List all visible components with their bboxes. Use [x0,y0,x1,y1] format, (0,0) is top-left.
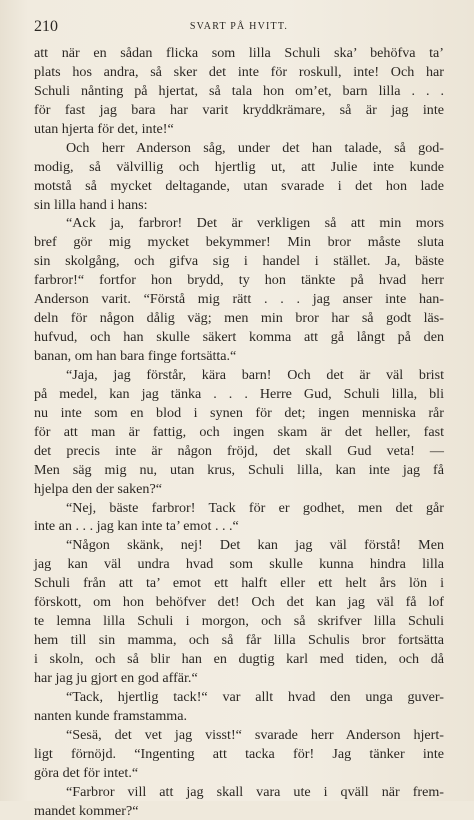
text-line: sin skolgång, och gifva sig i handel i stället. Ja, bäste [34,252,444,271]
paragraph [34,726,444,783]
text-line: deln för någon dålig väg; men min bror har så godt läs- [34,309,444,328]
text-line: förskott, om hon behöfver det! Och det kan jag väl få lof [34,593,444,612]
text-line: modig, så välvillig och hjertlig ut, att Julie inte kunde [34,158,444,177]
text-line: Schuli nånting på hjertat, så tala hon om’et, barn lilla . . . [34,82,444,101]
paragraph [34,214,444,366]
text-line: farbror!“ fortfor hon brydd, ty hon tänkte på hvad herr [34,271,444,290]
text-line: ligt förnöjd. “Ingenting att tacka för! Jag tänker inte [34,745,444,764]
text-line: i skoln, och så blir han en dugtig karl med tiden, och då [34,650,444,669]
text-line: jag kan väl undra hvad som skulle kunna hindra lilla [34,555,444,574]
paragraph [34,366,444,499]
paragraph [34,536,444,688]
text-line: göra det för intet.“ [34,764,444,783]
running-head: SVART PÅ HVITT. [34,21,444,32]
text-line: nanten kunde framstamma. [34,707,444,726]
text-line: för fast jag bara har varit kryddkrämare, så är jag inte [34,101,444,120]
text-line: motstå så mycket deltagande, utan svarade i det hon lade [34,177,444,196]
text-line: sin lilla hand i hans: [34,196,444,215]
page-number: 210 [34,18,58,36]
text-line: nu inte som en blod i synen för det; ingen menniska rår [34,404,444,423]
text-line: inte an . . . jag kan inte ta’ emot . . .“ [34,517,444,536]
text-line: “Någon skänk, nej! Det kan jag väl förstå! Men [34,536,444,555]
text-line: “Sesä, det vet jag visst!“ svarade herr Anderson hjert- [34,726,444,745]
text-line: te lemna lilla Schuli i morgon, och så skrifver lilla Schuli [34,612,444,631]
text-line: att när en sådan flicka som lilla Schuli ska’ behöfva ta’ [34,44,444,63]
text-line: Och herr Anderson såg, under det han talade, så god- [34,139,444,158]
text-line: Schuli från att ta’ emot ett halft eller ett helt års lön i [34,574,444,593]
paragraph [34,139,444,215]
text-line: “Nej, bäste farbror! Tack för er godhet, men det går [34,499,444,518]
text-line: “Jaja, jag förstår, kära barn! Och det är väl brist [34,366,444,385]
text-line: “Ack ja, farbror! Det är verkligen så att min mors [34,214,444,233]
body-text [34,44,444,820]
text-line: “Tack, hjertlig tack!“ var allt hvad den unga guver- [34,688,444,707]
text-line: Men säg mig nu, utan krus, Schuli lilla, kan inte jag få [34,461,444,480]
paragraph [34,44,444,139]
text-line: banan, om han bara finge fortsätta.“ [34,347,444,366]
text-line: plats hos andra, så sker det inte för roskull, inte! Och har [34,63,444,82]
page-header [34,18,444,38]
text-line: bref gör mig mycket bekymmer! Min bror måste sluta [34,233,444,252]
paragraph [34,783,444,820]
text-line: det precis inte är någon fröjd, det skall Gud veta! — [34,442,444,461]
text-line: hjelpa den der saken?“ [34,480,444,499]
text-line: utan hjerta för det, inte!“ [34,120,444,139]
text-line: hem till sin mamma, och så får lilla Schulis bror fortsätta [34,631,444,650]
text-line: mandet kommer?“ [34,802,444,820]
text-line: hufvud, och han skulle säkert komma att gå långt på den [34,328,444,347]
paragraph [34,499,444,537]
text-line: på medel, kan jag tänka . . . Herre Gud, Schuli lilla, bli [34,385,444,404]
paragraph [34,688,444,726]
text-line: har jag ju gjort en god affär.“ [34,669,444,688]
text-line: för att man är fattig, och ingen skam är det heller, fast [34,423,444,442]
text-line: “Farbror vill att jag skall vara ute i qväll när frem- [34,783,444,802]
text-line: Anderson varit. “Förstå mig rätt . . . jag anser inte han- [34,290,444,309]
